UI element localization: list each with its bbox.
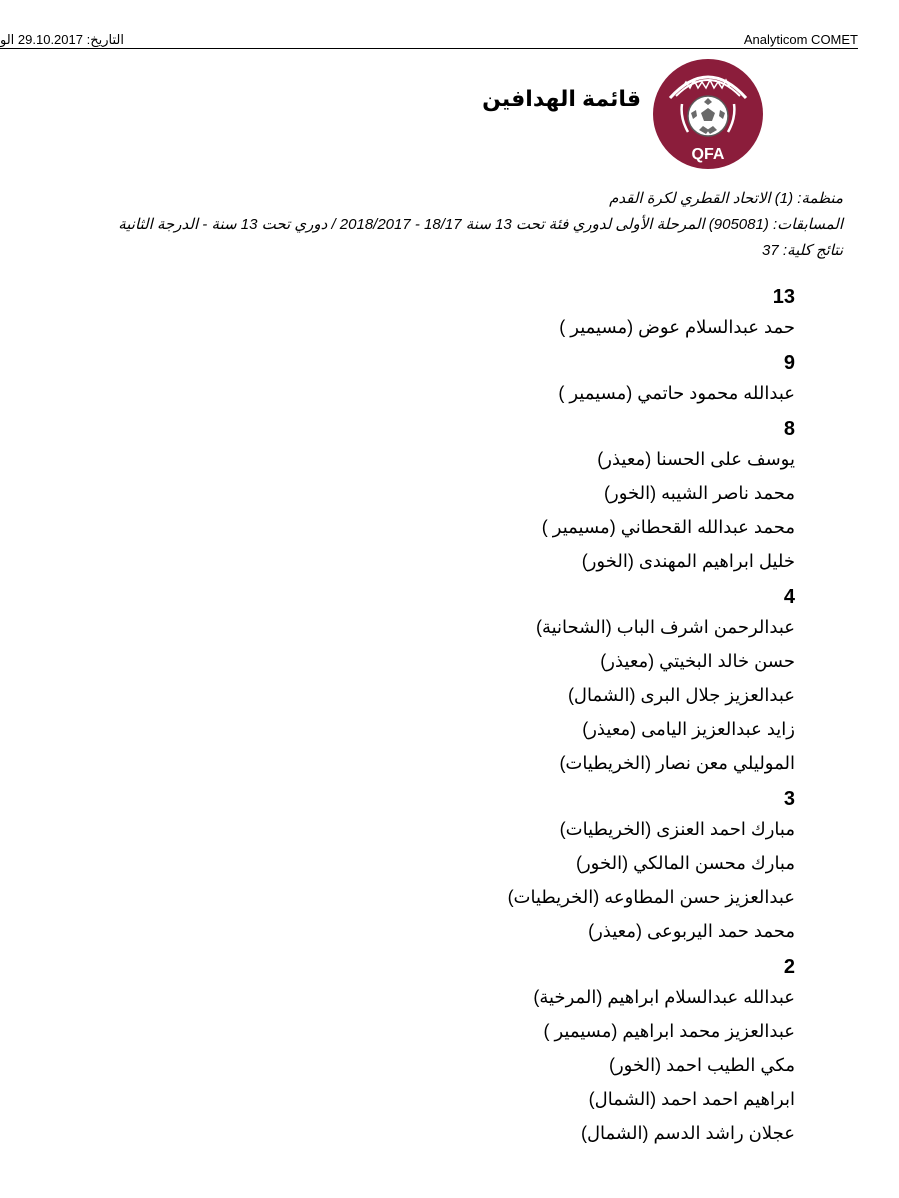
player-entry: محمد عبدالله القحطاني (مسيمير ) [541, 517, 795, 537]
player-entry: عبدالعزيز حسن المطاوعه (الخريطيات) [507, 887, 795, 907]
goal-group [508, 280, 795, 344]
player-entry: عبدالله محمود حاتمي (مسيمير ) [558, 383, 795, 403]
player-entry: عبدالعزيز محمد ابراهيم (مسيمير ) [543, 1021, 795, 1041]
logo-text: QFA [691, 146, 725, 163]
player-entry: يوسف على الحسنا (معيذر) [597, 449, 795, 469]
scorers-list [508, 280, 795, 1150]
goal-count: 3 [783, 788, 795, 810]
player-entry: ابراهيم احمد احمد (الشمال) [588, 1089, 795, 1109]
goal-count: 2 [783, 956, 795, 978]
player-entry: عبدالعزيز جلال البرى (الشمال) [567, 685, 795, 705]
player-entry: عجلان راشد الدسم (الشمال) [580, 1123, 795, 1143]
total-results-line: نتائج كلية: 37 [762, 242, 843, 259]
player-entry: عبدالله عبدالسلام ابراهيم (المرخية) [533, 987, 795, 1007]
top-header [0, 28, 858, 50]
player-entry: مبارك احمد العنزى (الخريطيات) [559, 819, 795, 839]
header-date: التاريخ: 29.10.2017 الو [0, 32, 124, 47]
goal-count: 4 [783, 586, 795, 608]
player-entry: الموليلي معن نصار (الخريطيات) [559, 753, 795, 773]
goal-group [508, 346, 795, 410]
goal-count: 9 [783, 352, 795, 374]
player-entry: خليل ابراهيم المهندى (الخور) [581, 551, 795, 571]
player-entry: زايد عبدالعزيز اليامى (معيذر) [582, 719, 795, 739]
page-title: قائمة الهدافين [482, 86, 641, 111]
goal-count: 13 [772, 286, 795, 308]
player-entry: محمد حمد اليربوعى (معيذر) [588, 921, 795, 941]
qfa-emblem-icon [652, 58, 764, 170]
player-entry: محمد ناصر الشيبه (الخور) [604, 483, 795, 503]
organization-line: منظمة: (1) الاتحاد القطري لكرة القدم [609, 190, 843, 207]
player-entry: حسن خالد البخيتي (معيذر) [600, 651, 795, 671]
player-entry: مكي الطيب احمد (الخور) [608, 1055, 795, 1075]
header-divider [0, 48, 858, 49]
player-entry: مبارك محسن المالكي (الخور) [576, 853, 795, 873]
competition-line: المسابقات: (905081) المرحلة الأولى لدوري فئة تحت 13 سنة 18/17 - 2018/2017 / دوري تحت 13 سنة - الدرجة الثانية [118, 216, 843, 233]
goal-group [508, 950, 795, 1150]
goal-count: 8 [783, 418, 795, 440]
header-brand: Analyticom COMET [743, 32, 858, 47]
goal-group [508, 412, 795, 578]
player-entry: عبدالرحمن اشرف الباب (الشحانية) [535, 617, 795, 637]
player-entry: حمد عبدالسلام عوض (مسيمير ) [559, 317, 795, 337]
goal-group [508, 580, 795, 780]
goal-group [508, 782, 795, 948]
meta-block [118, 186, 843, 264]
